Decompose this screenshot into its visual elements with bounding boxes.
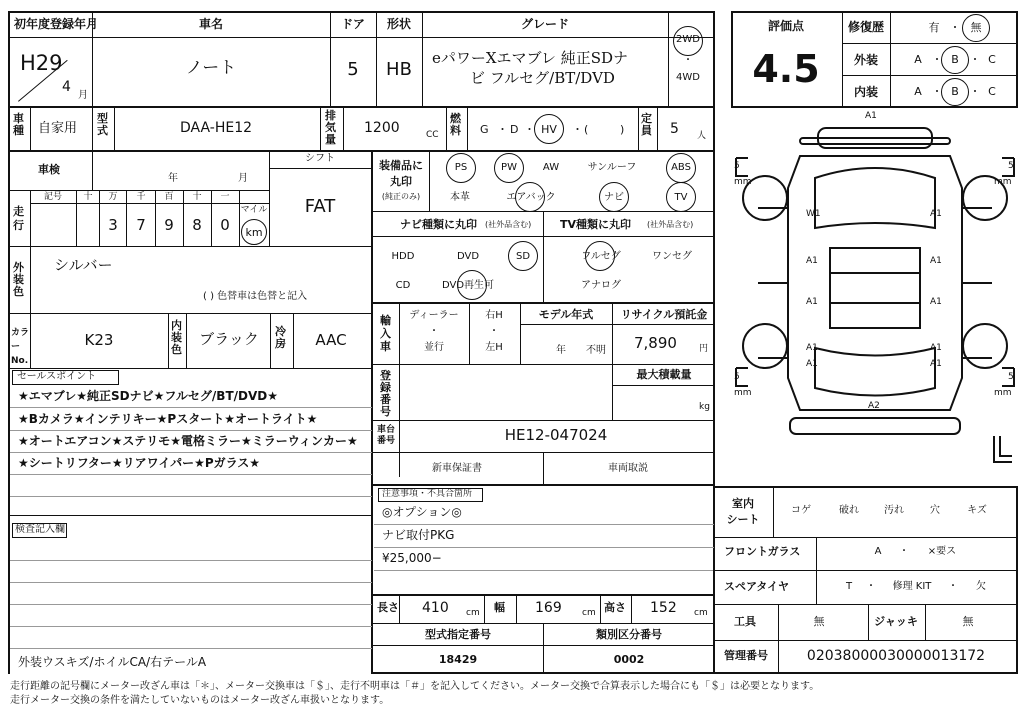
score-value: 4.5 [752,47,820,91]
damage-mark: A1 [930,209,942,219]
int-color-label: 内装色 [171,319,182,356]
grade-label: グレード [520,17,570,31]
mileage-label: 走行 [13,205,24,232]
model-year-label: モデル年式 [538,308,594,321]
sales-points-label: セールスポイント [17,371,97,382]
jack-value: 無 [962,615,974,628]
usage-label: 車種 [13,112,24,137]
score-label: 評価点 [767,19,805,33]
inspector-note: 外装ウスキズ/ホイルCA/右テールA [18,655,207,669]
fuel-label: 燃料 [450,112,461,137]
ext-color: シルバー [54,256,113,274]
footer-note: 走行距離の記号欄にメーター改ざん車は「＊」、メーター交換車は「＄」、走行不明車は「＃」を記入してください。メーター交換で合算表示した場合にも「＄」は必要となります。 [10,681,820,692]
type-number: 18429 [438,653,478,666]
capacity: 5 [670,121,679,137]
navi-dvd-play: DVD再生可 [441,280,495,291]
note-line: ナビ取付PKG [382,528,455,542]
doors-label: ドア [341,17,365,31]
damage-mark: A1 [806,343,818,353]
class-number-label: 類別区分番号 [596,628,662,641]
import-label: 輸入車 [380,314,391,353]
damage-mark: A1 [930,359,942,369]
damage-mark: A1 [865,111,877,121]
auction-inspection-sheet: 初年度登録年月 H29 4 月 車名 ノート ドア 5 形状 HB グレード eパワーXエマブレ 純正SDナ ビ フルセグ/BT/DVD 2WD ・ 4WD 評価点 4.5 修復歴 有 ・ 無 外装 A ・ B ・ C 内装 A ・ B ・ C 車種 自家用 型式 DAA-HE12 排気量 1200 CC 燃料 G ・ D ・ HV ・ ( ) 定員 5 人 車検 年 月 シフト FAT 走行 記号 十 万 千 百 十 一 マイル 3 7 9 8 0 km 外装色 シルバー ( ) 色替車は色替と記入 カラーNo. K23 内装色 ブラック 冷房 AAC セールスポイント ★エマブレ★純正SDナビ★フルセグ/BT/DVD★ ★Bカメラ★インテリキー★Pスタート★オートライト★ ★オートエアコン★ステリモ★電格ミラー★ミラーウィンカー★ ★シートリフター★リアワイパー★Pガラス★ 検査記入欄 外装ウスキズ/ホイルCA/右テールA 装備品に 丸印 (純正のみ) PS PW AW サンルーフ ABS 本革 エアバック ナビ TV ナビ種類に丸印 (社外品含む) HDD DVD SD CD DVD再生可 TV種類に丸印 (社外品含む) フルセグ ワンセグ アナログ 輸入車 ディーラー ・ 並行 右H ・ 左H モデル年式 年 不明 リサイクル預託金 7,890 円 登録番号 最大積載量 kg 車台番号 HE12-047024 新車保証書 車両取説 注意事項・不具合箇所 ◎オプション◎ ナビ取付PKG ¥25,000− 長さ 410 cm 幅 169 cm 高さ 152 cm 型式指定番号 18429 類別区分番号 0002 W1 A1 A1 A1 A1 A1 A1 A1 A1 A1 A1 A2 5 mm 5 mm 5 mm 5 mm 室内 シート コゲ 破れ 汚れ 穴 キズ フロントガラス A ・ ×要ス スペアタイヤ T ・ 修理 KIT ・ 欠 工具 無 ジャッキ 無 管理番号 02038000030000013172 走行距離の記号欄にメーター改ざん車は「＊」、メーター交換車は「＄」、走行不明車は「＃」を記入してください。メーター交換で合算表示した場合にも「＄」は必要となります。 走行メーター交換の条件を満たしていないものはメーター改ざん車扱いとなります。 [0,0,1024,714]
navi-type-label: ナビ種類に丸印 [400,218,477,231]
interior-grade-label: 内装 [853,85,879,99]
damage-mark: A2 [868,401,880,411]
shift: FAT [304,196,336,217]
shape: HB [386,59,412,80]
tools-value: 無 [813,615,825,628]
height: 152 [650,600,677,616]
ac-label: 冷房 [275,325,286,350]
damage-mark: A1 [806,297,818,307]
interior-grade: B [951,85,959,98]
car-damage-diagram [730,111,1020,478]
odo-digit: 9 [164,216,174,234]
glass-label: フロントガラス [724,545,801,558]
footer-note: 走行メーター交換の条件を満たしていないものはメーター改ざん車扱いとなります。 [10,695,390,706]
length: 410 [422,600,449,616]
tire-depth-unit: mm [994,177,1012,187]
reg-year: H29 [20,51,63,75]
jack-label: ジャッキ [874,615,918,628]
control-number-label: 管理番号 [724,649,768,662]
sales-point-line: ★シートリフター★リアワイパー★Pガラス★ [18,456,261,470]
note-line: ◎オプション◎ [382,505,462,519]
recycle-amount: 7,890 [634,334,677,352]
height-label: 高さ [604,601,626,614]
color-no: K23 [84,331,114,349]
registration-label: 登録番号 [380,369,391,418]
tire-depth: 5 [1008,372,1014,382]
tv-fullseg: フルセグ [581,251,621,262]
equip-abs: ABS [671,162,691,173]
equip-sunroof: サンルーフ [587,162,637,173]
interior-seat-label: 室内 [732,497,754,510]
equip-navi: ナビ [604,192,624,203]
color-change-note: ( ) 色替車は色替と記入 [203,291,308,302]
tire-depth-unit: mm [734,177,752,187]
equip-aw: AW [542,162,560,173]
chassis-label: 車台番号 [377,425,396,446]
capacity-label: 定員 [641,112,652,137]
shape-label: 形状 [386,17,412,31]
equip-tv: TV [674,192,688,203]
control-number: 02038000030000013172 [806,648,986,664]
chassis-number: HE12-047024 [504,426,608,444]
notes-label: 注意事項・不具合箇所 [382,489,473,499]
doors: 5 [347,59,359,80]
equip-airbag: エアバック [506,192,556,203]
displacement: 1200 [364,120,400,136]
inspector-label: 検査記入欄 [15,524,65,535]
damage-mark: A1 [930,297,942,307]
tire-depth-unit: mm [994,388,1012,398]
odo-digit: 3 [108,216,118,234]
equip-leather: 本革 [450,192,470,203]
repair-yes: 有 [928,21,940,34]
tv-type-label: TV種類に丸印 [560,218,632,231]
car-name: ノート [185,58,237,78]
shift-label: シフト [305,153,335,164]
damage-mark: A1 [930,256,942,266]
displacement-label: 排気量 [325,109,336,146]
ext-color-label: 外装色 [13,261,24,298]
width-label: 幅 [494,601,505,614]
note-line: ¥25,000− [382,551,442,565]
repair-label: 修復歴 [847,20,885,34]
damage-mark: A1 [930,343,942,353]
odo-digit: 7 [136,216,146,234]
tire-depth-unit: mm [734,388,752,398]
model: DAA-HE12 [179,120,253,136]
damage-mark: W1 [806,209,821,219]
max-load-label: 最大積載量 [636,368,692,381]
spare-label: スペアタイヤ [724,580,790,593]
navi-sd: SD [515,251,531,262]
reg-month: 4 [62,79,71,95]
drive-2wd: 2WD [676,34,700,45]
drive-4wd: 4WD [676,72,700,83]
equip-pw: PW [501,162,517,173]
repair-no: 無 [970,21,982,34]
drive-dot: ・ [683,55,693,66]
int-color: ブラック [199,330,259,348]
tire-depth: 5 [734,372,740,382]
reg-year-label: 初年度登録年月 [14,17,99,31]
tire-depth: 5 [734,161,740,171]
recycle-label: リサイクル預託金 [620,308,708,321]
odo-digit: 0 [220,216,230,234]
grade-line1: eパワーXエマブレ 純正SDナ [432,49,629,67]
ac: AAC [315,331,347,349]
exterior-grade: B [951,53,959,66]
grade-line2: ビ フルセグ/BT/DVD [470,69,615,87]
sales-point-line: ★Bカメラ★インテリキー★Pスタート★オートライト★ [18,412,318,426]
model-label: 型式 [97,112,108,137]
sales-point-line: ★エマブレ★純正SDナビ★フルセグ/BT/DVD★ [18,389,278,403]
odo-digit: 8 [192,216,202,234]
sales-point-line: ★オートエアコン★ステリモ★電格ミラー★ミラーウィンカー★ [18,434,358,448]
damage-mark: A1 [806,359,818,369]
fuel-hv: HV [541,123,557,136]
warranty-manual: 車両取説 [608,463,648,474]
type-number-label: 型式指定番号 [425,628,491,641]
month-suffix: 月 [78,90,88,101]
equip-ps: PS [454,162,468,173]
length-label: 長さ [377,601,399,614]
exterior-label: 外装 [853,53,879,67]
usage: 自家用 [38,121,78,136]
class-number: 0002 [613,653,645,666]
tools-label: 工具 [734,615,756,628]
car-name-label: 車名 [198,17,224,31]
shaken-label: 車検 [38,163,60,176]
color-no-label: カラーNo. [11,328,30,366]
damage-mark: A1 [806,256,818,266]
warranty-new: 新車保証書 [432,463,482,474]
km-unit: km [245,226,263,239]
tire-depth: 5 [1008,161,1014,171]
width: 169 [535,600,562,616]
